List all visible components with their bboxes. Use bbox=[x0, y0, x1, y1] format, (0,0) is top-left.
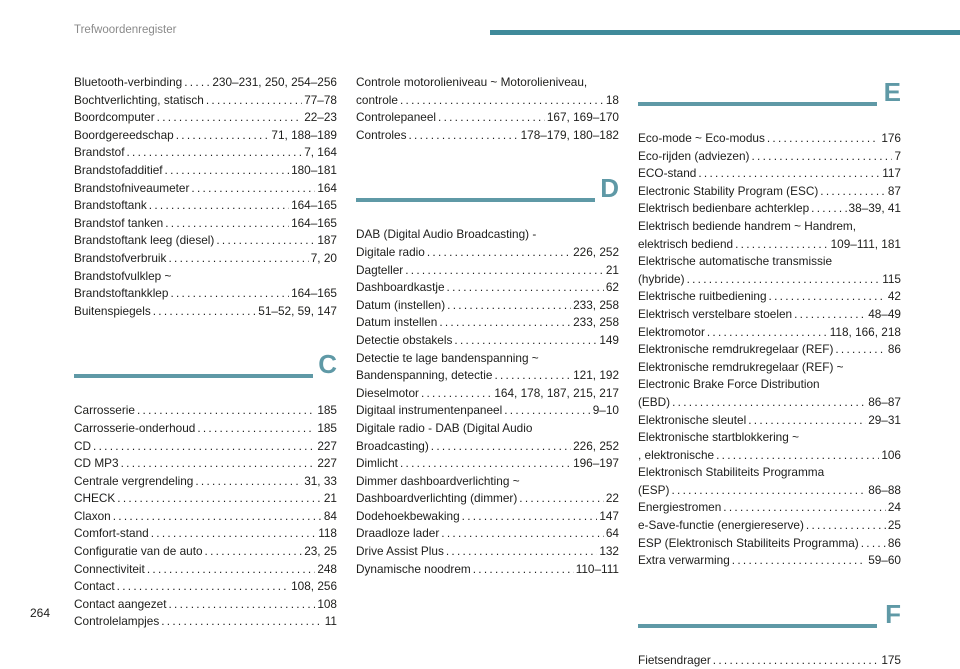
page-reference: 248 bbox=[317, 561, 337, 576]
index-entry bbox=[74, 232, 337, 250]
page-reference: 31, 33 bbox=[304, 473, 337, 488]
index-entry bbox=[638, 271, 901, 289]
leader-dots bbox=[400, 92, 604, 110]
index-term: Electronic Stability Program (ESC) bbox=[638, 183, 819, 198]
index-entry-line: Digitale radio - DAB (Digital Audio bbox=[356, 420, 533, 435]
index-term: Dynamische noodrem bbox=[356, 561, 471, 576]
index-term: Fietsendrager bbox=[638, 652, 711, 667]
leader-dots bbox=[113, 508, 322, 526]
leader-dots bbox=[168, 596, 315, 614]
page-reference: 7 bbox=[894, 148, 901, 163]
page-reference: 185 bbox=[317, 420, 337, 435]
index-entry-line: Electronic Brake Force Distribution bbox=[638, 377, 820, 392]
index-entry bbox=[356, 314, 619, 332]
section-header-e bbox=[638, 78, 901, 124]
section-header-f bbox=[638, 600, 901, 646]
index-term: (EBD) bbox=[638, 394, 671, 409]
leader-dots bbox=[93, 438, 315, 456]
page-reference: 233, 258 bbox=[573, 297, 619, 312]
section-rule bbox=[74, 374, 313, 378]
index-column-2 bbox=[356, 74, 619, 578]
page-reference: 86 bbox=[887, 342, 901, 357]
index-term: Detectie obstakels bbox=[356, 332, 453, 347]
index-term: CD MP3 bbox=[74, 456, 119, 471]
leader-dots bbox=[794, 306, 866, 324]
leader-dots bbox=[769, 288, 886, 306]
page-reference: 230–231, 250, 254–256 bbox=[212, 75, 337, 89]
leader-dots bbox=[137, 402, 315, 420]
index-term: CD bbox=[74, 438, 92, 453]
index-entry bbox=[638, 482, 901, 500]
index-entry bbox=[638, 324, 901, 342]
index-entry-line: Brandstofvulklep ~ bbox=[74, 268, 172, 283]
index-entry bbox=[638, 130, 901, 148]
page-reference: 29–31 bbox=[868, 412, 901, 427]
leader-dots bbox=[206, 92, 302, 110]
index-term: ECO-stand bbox=[638, 166, 697, 181]
page-reference: 86–87 bbox=[868, 394, 901, 409]
index-entry bbox=[356, 109, 619, 127]
index-term: Digitale radio bbox=[356, 244, 425, 259]
index-entry bbox=[638, 341, 901, 359]
index-entry bbox=[638, 552, 901, 570]
index-entry bbox=[74, 162, 337, 180]
leader-dots bbox=[147, 561, 315, 579]
section-f-list bbox=[638, 652, 901, 669]
page-reference: 109–111, 181 bbox=[830, 236, 901, 251]
page-reference: 11 bbox=[324, 614, 337, 629]
index-term: Carrosserie bbox=[74, 403, 135, 418]
leader-dots bbox=[439, 314, 571, 332]
index-entry bbox=[74, 473, 337, 491]
index-term: Dodehoekbewaking bbox=[356, 508, 460, 523]
page-reference: 64 bbox=[605, 526, 619, 541]
leader-dots bbox=[161, 613, 323, 631]
leader-dots bbox=[767, 130, 879, 148]
index-entry bbox=[74, 578, 337, 596]
leader-dots bbox=[151, 525, 316, 543]
leader-dots bbox=[698, 165, 880, 183]
index-entry bbox=[638, 236, 901, 254]
index-entry bbox=[356, 127, 619, 145]
page-reference: 22–23 bbox=[304, 110, 337, 125]
page-reference: 187 bbox=[317, 233, 337, 248]
leader-dots bbox=[165, 215, 289, 233]
leader-dots bbox=[168, 250, 308, 268]
index-term: ESP (Elektronisch Stabiliteits Programma) bbox=[638, 535, 859, 550]
index-entry bbox=[638, 412, 901, 430]
index-entry bbox=[356, 279, 619, 297]
page-reference: 48–49 bbox=[868, 306, 901, 321]
index-entry bbox=[638, 200, 901, 218]
leader-dots bbox=[400, 455, 571, 473]
index-term: (hybride) bbox=[638, 271, 685, 286]
index-entry bbox=[74, 508, 337, 526]
index-entry bbox=[74, 613, 337, 631]
index-column-1 bbox=[74, 74, 337, 631]
page-reference: 132 bbox=[599, 544, 619, 559]
page-reference: 227 bbox=[317, 438, 337, 453]
index-entry-line: Elektronische startblokkering ~ bbox=[638, 430, 799, 445]
page-reference: 121, 192 bbox=[573, 368, 619, 383]
index-entry bbox=[74, 303, 337, 321]
leader-dots bbox=[216, 232, 315, 250]
page-reference: 24 bbox=[887, 500, 901, 515]
page-reference: 7, 164 bbox=[304, 145, 337, 160]
index-term: Controles bbox=[356, 127, 407, 142]
index-entry bbox=[74, 402, 337, 420]
page-reference: 21 bbox=[323, 491, 337, 506]
index-term: (ESP) bbox=[638, 482, 670, 497]
index-entry bbox=[74, 74, 337, 92]
index-entry bbox=[356, 385, 619, 403]
index-term: , elektronische bbox=[638, 447, 715, 462]
page-reference: 106 bbox=[881, 447, 901, 462]
index-term: Brandstofverbruik bbox=[74, 250, 167, 265]
index-entry bbox=[356, 367, 619, 385]
index-entry bbox=[356, 490, 619, 508]
running-header: Trefwoordenregister bbox=[74, 24, 177, 36]
index-entry bbox=[74, 490, 337, 508]
page-reference: 164–165 bbox=[291, 198, 337, 213]
page-reference: 77–78 bbox=[304, 92, 337, 107]
page-reference: 226, 252 bbox=[573, 244, 619, 259]
leader-dots bbox=[713, 652, 880, 669]
leader-dots bbox=[835, 341, 886, 359]
index-term: Eco-rijden (adviezen) bbox=[638, 148, 750, 163]
index-term: Brandstoftank bbox=[74, 198, 147, 213]
page-reference: 38–39, 41 bbox=[848, 201, 901, 216]
index-term: Dimlicht bbox=[356, 456, 398, 471]
leader-dots bbox=[473, 561, 574, 579]
index-entry bbox=[638, 183, 901, 201]
index-entry bbox=[74, 109, 337, 127]
section-letter-c: C bbox=[318, 349, 337, 380]
index-entry bbox=[74, 250, 337, 268]
section-e-list bbox=[638, 130, 901, 570]
index-entry bbox=[638, 288, 901, 306]
index-entry bbox=[74, 144, 337, 162]
page-reference: 108, 256 bbox=[291, 579, 337, 594]
index-term: Bluetooth-verbinding bbox=[74, 75, 183, 89]
index-entry bbox=[74, 92, 337, 110]
index-entry bbox=[356, 543, 619, 561]
page-reference: 196–197 bbox=[573, 456, 619, 471]
index-entry bbox=[74, 561, 337, 579]
leader-dots bbox=[446, 543, 597, 561]
section-header-d bbox=[356, 174, 619, 220]
leader-dots bbox=[751, 148, 892, 166]
index-term: elektrisch bediend bbox=[638, 236, 734, 251]
index-entry bbox=[638, 517, 901, 535]
page-number: 264 bbox=[30, 606, 51, 620]
leader-dots bbox=[748, 412, 866, 430]
index-term: Dieselmotor bbox=[356, 385, 419, 400]
page-reference: 147 bbox=[599, 508, 619, 523]
index-entry-line: DAB (Digital Audio Broadcasting) - bbox=[356, 227, 537, 242]
index-entry bbox=[356, 297, 619, 315]
page-reference: 86–88 bbox=[868, 482, 901, 497]
section-rule bbox=[638, 102, 877, 106]
leader-dots bbox=[117, 578, 289, 596]
leader-dots bbox=[195, 473, 302, 491]
index-entry bbox=[638, 165, 901, 183]
index-entry bbox=[356, 508, 619, 526]
section-letter-f: F bbox=[885, 598, 901, 629]
leader-dots bbox=[672, 394, 866, 412]
index-entry bbox=[356, 525, 619, 543]
leader-dots bbox=[157, 109, 303, 127]
page-reference: 167, 169–170 bbox=[546, 110, 619, 125]
page-reference: 87 bbox=[887, 183, 901, 198]
index-term: Elektronische remdrukregelaar (REF) bbox=[638, 342, 834, 357]
page-reference: 176 bbox=[881, 131, 901, 145]
index-entry bbox=[356, 92, 619, 110]
page-reference: 118, 166, 218 bbox=[829, 324, 901, 339]
index-term: Centrale vergrendeling bbox=[74, 473, 194, 488]
index-entry bbox=[638, 499, 901, 517]
index-term: Energiestromen bbox=[638, 500, 722, 515]
index-entry bbox=[74, 420, 337, 438]
page-reference: 164–165 bbox=[291, 286, 337, 301]
section-rule bbox=[356, 198, 595, 202]
leader-dots bbox=[438, 109, 545, 127]
index-entry bbox=[74, 285, 337, 303]
leader-dots bbox=[197, 420, 315, 438]
page-reference: 233, 258 bbox=[573, 315, 619, 330]
index-term: Elektromotor bbox=[638, 324, 705, 339]
index-term: Brandstoftank leeg (diesel) bbox=[74, 233, 215, 248]
page-reference: 18 bbox=[605, 92, 619, 107]
leader-dots bbox=[494, 367, 571, 385]
leader-dots bbox=[504, 402, 591, 420]
index-term: Contact bbox=[74, 579, 115, 594]
index-entry bbox=[638, 306, 901, 324]
index-entry-line: Dimmer dashboardverlichting ~ bbox=[356, 473, 520, 488]
index-term: CHECK bbox=[74, 491, 116, 506]
index-term: Eco-mode ~ Eco-modus bbox=[638, 131, 765, 145]
leader-dots bbox=[149, 197, 289, 215]
leader-dots bbox=[165, 162, 290, 180]
leader-dots bbox=[687, 271, 881, 289]
index-entry-line: Elektronische remdrukregelaar (REF) ~ bbox=[638, 359, 844, 374]
index-term: Contact aangezet bbox=[74, 596, 167, 611]
page-reference: 22 bbox=[605, 491, 619, 506]
leader-dots bbox=[462, 508, 598, 526]
leader-dots bbox=[519, 490, 604, 508]
leader-dots bbox=[127, 144, 303, 162]
index-term: controle bbox=[356, 92, 398, 107]
page-reference: 9–10 bbox=[592, 403, 619, 418]
index-entry-line: Elektrisch bediende handrem ~ Handrem, bbox=[638, 218, 857, 233]
page-reference: 71, 188–189 bbox=[271, 127, 337, 142]
page-reference: 164, 178, 187, 215, 217 bbox=[494, 385, 619, 400]
index-entry bbox=[356, 332, 619, 350]
index-term: Carrosserie-onderhoud bbox=[74, 420, 196, 435]
section-c-list bbox=[74, 402, 337, 631]
index-term: Dashboardkastje bbox=[356, 280, 445, 295]
leader-dots bbox=[671, 482, 866, 500]
leader-dots bbox=[191, 180, 315, 198]
leader-dots bbox=[716, 447, 879, 465]
index-term: e-Save-functie (energiereserve) bbox=[638, 518, 804, 533]
leader-dots bbox=[820, 183, 886, 201]
index-term: Extra verwarming bbox=[638, 553, 730, 568]
index-entry bbox=[74, 455, 337, 473]
page-reference: 7, 20 bbox=[310, 250, 337, 265]
index-term: Elektronische sleutel bbox=[638, 412, 747, 427]
leader-dots bbox=[405, 262, 604, 280]
page-reference: 178–179, 180–182 bbox=[520, 127, 619, 142]
index-entry bbox=[638, 447, 901, 465]
index-entry bbox=[74, 543, 337, 561]
page-reference: 21 bbox=[605, 262, 619, 277]
section-letter-e: E bbox=[883, 77, 901, 107]
leader-dots bbox=[409, 127, 519, 145]
index-term: Datum instellen bbox=[356, 315, 438, 330]
page-reference: 164–165 bbox=[291, 215, 337, 230]
section-letter-d: D bbox=[600, 173, 619, 204]
index-entry bbox=[74, 127, 337, 145]
section-c-continued-list bbox=[356, 74, 619, 144]
page-reference: 25 bbox=[887, 518, 901, 533]
index-entry bbox=[74, 180, 337, 198]
index-entry bbox=[356, 561, 619, 579]
page-reference: 84 bbox=[323, 508, 337, 523]
leader-dots bbox=[806, 517, 886, 535]
index-term: Brandstof bbox=[74, 145, 125, 160]
index-term: Draadloze lader bbox=[356, 526, 440, 541]
index-term: Datum (instellen) bbox=[356, 297, 446, 312]
index-entry bbox=[356, 438, 619, 456]
section-d-list bbox=[356, 226, 619, 578]
index-term: Elektrisch bedienbare achterklep bbox=[638, 201, 810, 216]
index-term: Brandstofniveaumeter bbox=[74, 180, 190, 195]
index-term: Connectiviteit bbox=[74, 561, 145, 576]
index-entry-line: Detectie te lage bandenspanning ~ bbox=[356, 350, 539, 365]
leader-dots bbox=[447, 297, 571, 315]
section-rule bbox=[638, 624, 877, 628]
leader-dots bbox=[441, 525, 604, 543]
leader-dots bbox=[421, 385, 492, 403]
page-reference: 118 bbox=[318, 526, 337, 541]
index-entry bbox=[356, 402, 619, 420]
page-reference: 59–60 bbox=[868, 553, 901, 568]
index-term: Brandstoftankklep bbox=[74, 286, 169, 301]
index-term: Buitenspiegels bbox=[74, 303, 151, 318]
page-reference: 115 bbox=[882, 271, 901, 286]
index-entry bbox=[74, 215, 337, 233]
section-header-c bbox=[74, 350, 337, 396]
leader-dots bbox=[454, 332, 597, 350]
index-term: Comfort-stand bbox=[74, 526, 149, 541]
leader-dots bbox=[431, 438, 571, 456]
header-accent-bar bbox=[490, 30, 960, 35]
index-entry-line: Elektrische automatische transmissie bbox=[638, 254, 833, 269]
page-reference: 42 bbox=[887, 289, 901, 304]
index-term: Digitaal instrumentenpaneel bbox=[356, 403, 503, 418]
page-reference: 110–111 bbox=[575, 561, 619, 576]
index-entry bbox=[74, 197, 337, 215]
index-term: Broadcasting) bbox=[356, 438, 429, 453]
index-term: Configuratie van de auto bbox=[74, 544, 203, 559]
index-term: Brandstof tanken bbox=[74, 215, 164, 230]
index-term: Dashboardverlichting (dimmer) bbox=[356, 491, 518, 506]
page-reference: 86 bbox=[887, 535, 901, 550]
leader-dots bbox=[205, 543, 303, 561]
index-term: Elektrische ruitbediening bbox=[638, 289, 767, 304]
index-term: Brandstofadditief bbox=[74, 162, 163, 177]
index-term: Bochtverlichting, statisch bbox=[74, 92, 204, 107]
leader-dots bbox=[176, 127, 270, 145]
index-term: Controlepaneel bbox=[356, 110, 437, 125]
index-term: Boordcomputer bbox=[74, 110, 155, 125]
leader-dots bbox=[117, 490, 322, 508]
index-entry bbox=[74, 596, 337, 614]
leader-dots bbox=[170, 285, 289, 303]
leader-dots bbox=[861, 535, 886, 553]
page-reference: 227 bbox=[317, 456, 337, 471]
page-reference: 226, 252 bbox=[573, 438, 619, 453]
index-entry bbox=[638, 535, 901, 553]
page-reference: 180–181 bbox=[291, 162, 337, 177]
index-entry-line: Elektronisch Stabiliteits Programma bbox=[638, 465, 825, 480]
index-term: Controlelampjes bbox=[74, 614, 160, 629]
section-b-list bbox=[74, 74, 337, 320]
leader-dots bbox=[707, 324, 828, 342]
page-reference: 117 bbox=[882, 166, 901, 181]
index-entry bbox=[356, 455, 619, 473]
index-column-3 bbox=[638, 78, 901, 669]
index-entry bbox=[356, 244, 619, 262]
index-term: Bandenspanning, detectie bbox=[356, 368, 493, 383]
index-entry bbox=[74, 438, 337, 456]
leader-dots bbox=[723, 499, 886, 517]
page-reference: 164 bbox=[317, 180, 337, 195]
index-term: Boordgereedschap bbox=[74, 127, 174, 142]
leader-dots bbox=[184, 74, 210, 92]
index-entry bbox=[74, 525, 337, 543]
index-term: Drive Assist Plus bbox=[356, 544, 444, 559]
leader-dots bbox=[447, 279, 604, 297]
page-reference: 175 bbox=[881, 652, 901, 667]
page-reference: 51–52, 59, 147 bbox=[258, 303, 337, 318]
page-reference: 108 bbox=[317, 596, 337, 611]
leader-dots bbox=[427, 244, 571, 262]
leader-dots bbox=[735, 236, 828, 254]
page-reference: 185 bbox=[317, 403, 337, 418]
index-term: Elektrisch verstelbare stoelen bbox=[638, 306, 793, 321]
index-entry bbox=[356, 262, 619, 280]
page-reference: 62 bbox=[605, 280, 619, 295]
leader-dots bbox=[121, 455, 316, 473]
page-reference: 23, 25 bbox=[304, 544, 337, 559]
index-entry bbox=[638, 394, 901, 412]
index-entry-line: Controle motorolieniveau ~ Motorolieniveau, bbox=[356, 75, 588, 89]
page-reference: 149 bbox=[599, 332, 619, 347]
leader-dots bbox=[732, 552, 866, 570]
index-entry bbox=[638, 652, 901, 669]
index-term: Claxon bbox=[74, 508, 111, 523]
leader-dots bbox=[153, 303, 257, 321]
leader-dots bbox=[811, 200, 846, 218]
index-term: Dagteller bbox=[356, 262, 404, 277]
index-entry bbox=[638, 148, 901, 166]
